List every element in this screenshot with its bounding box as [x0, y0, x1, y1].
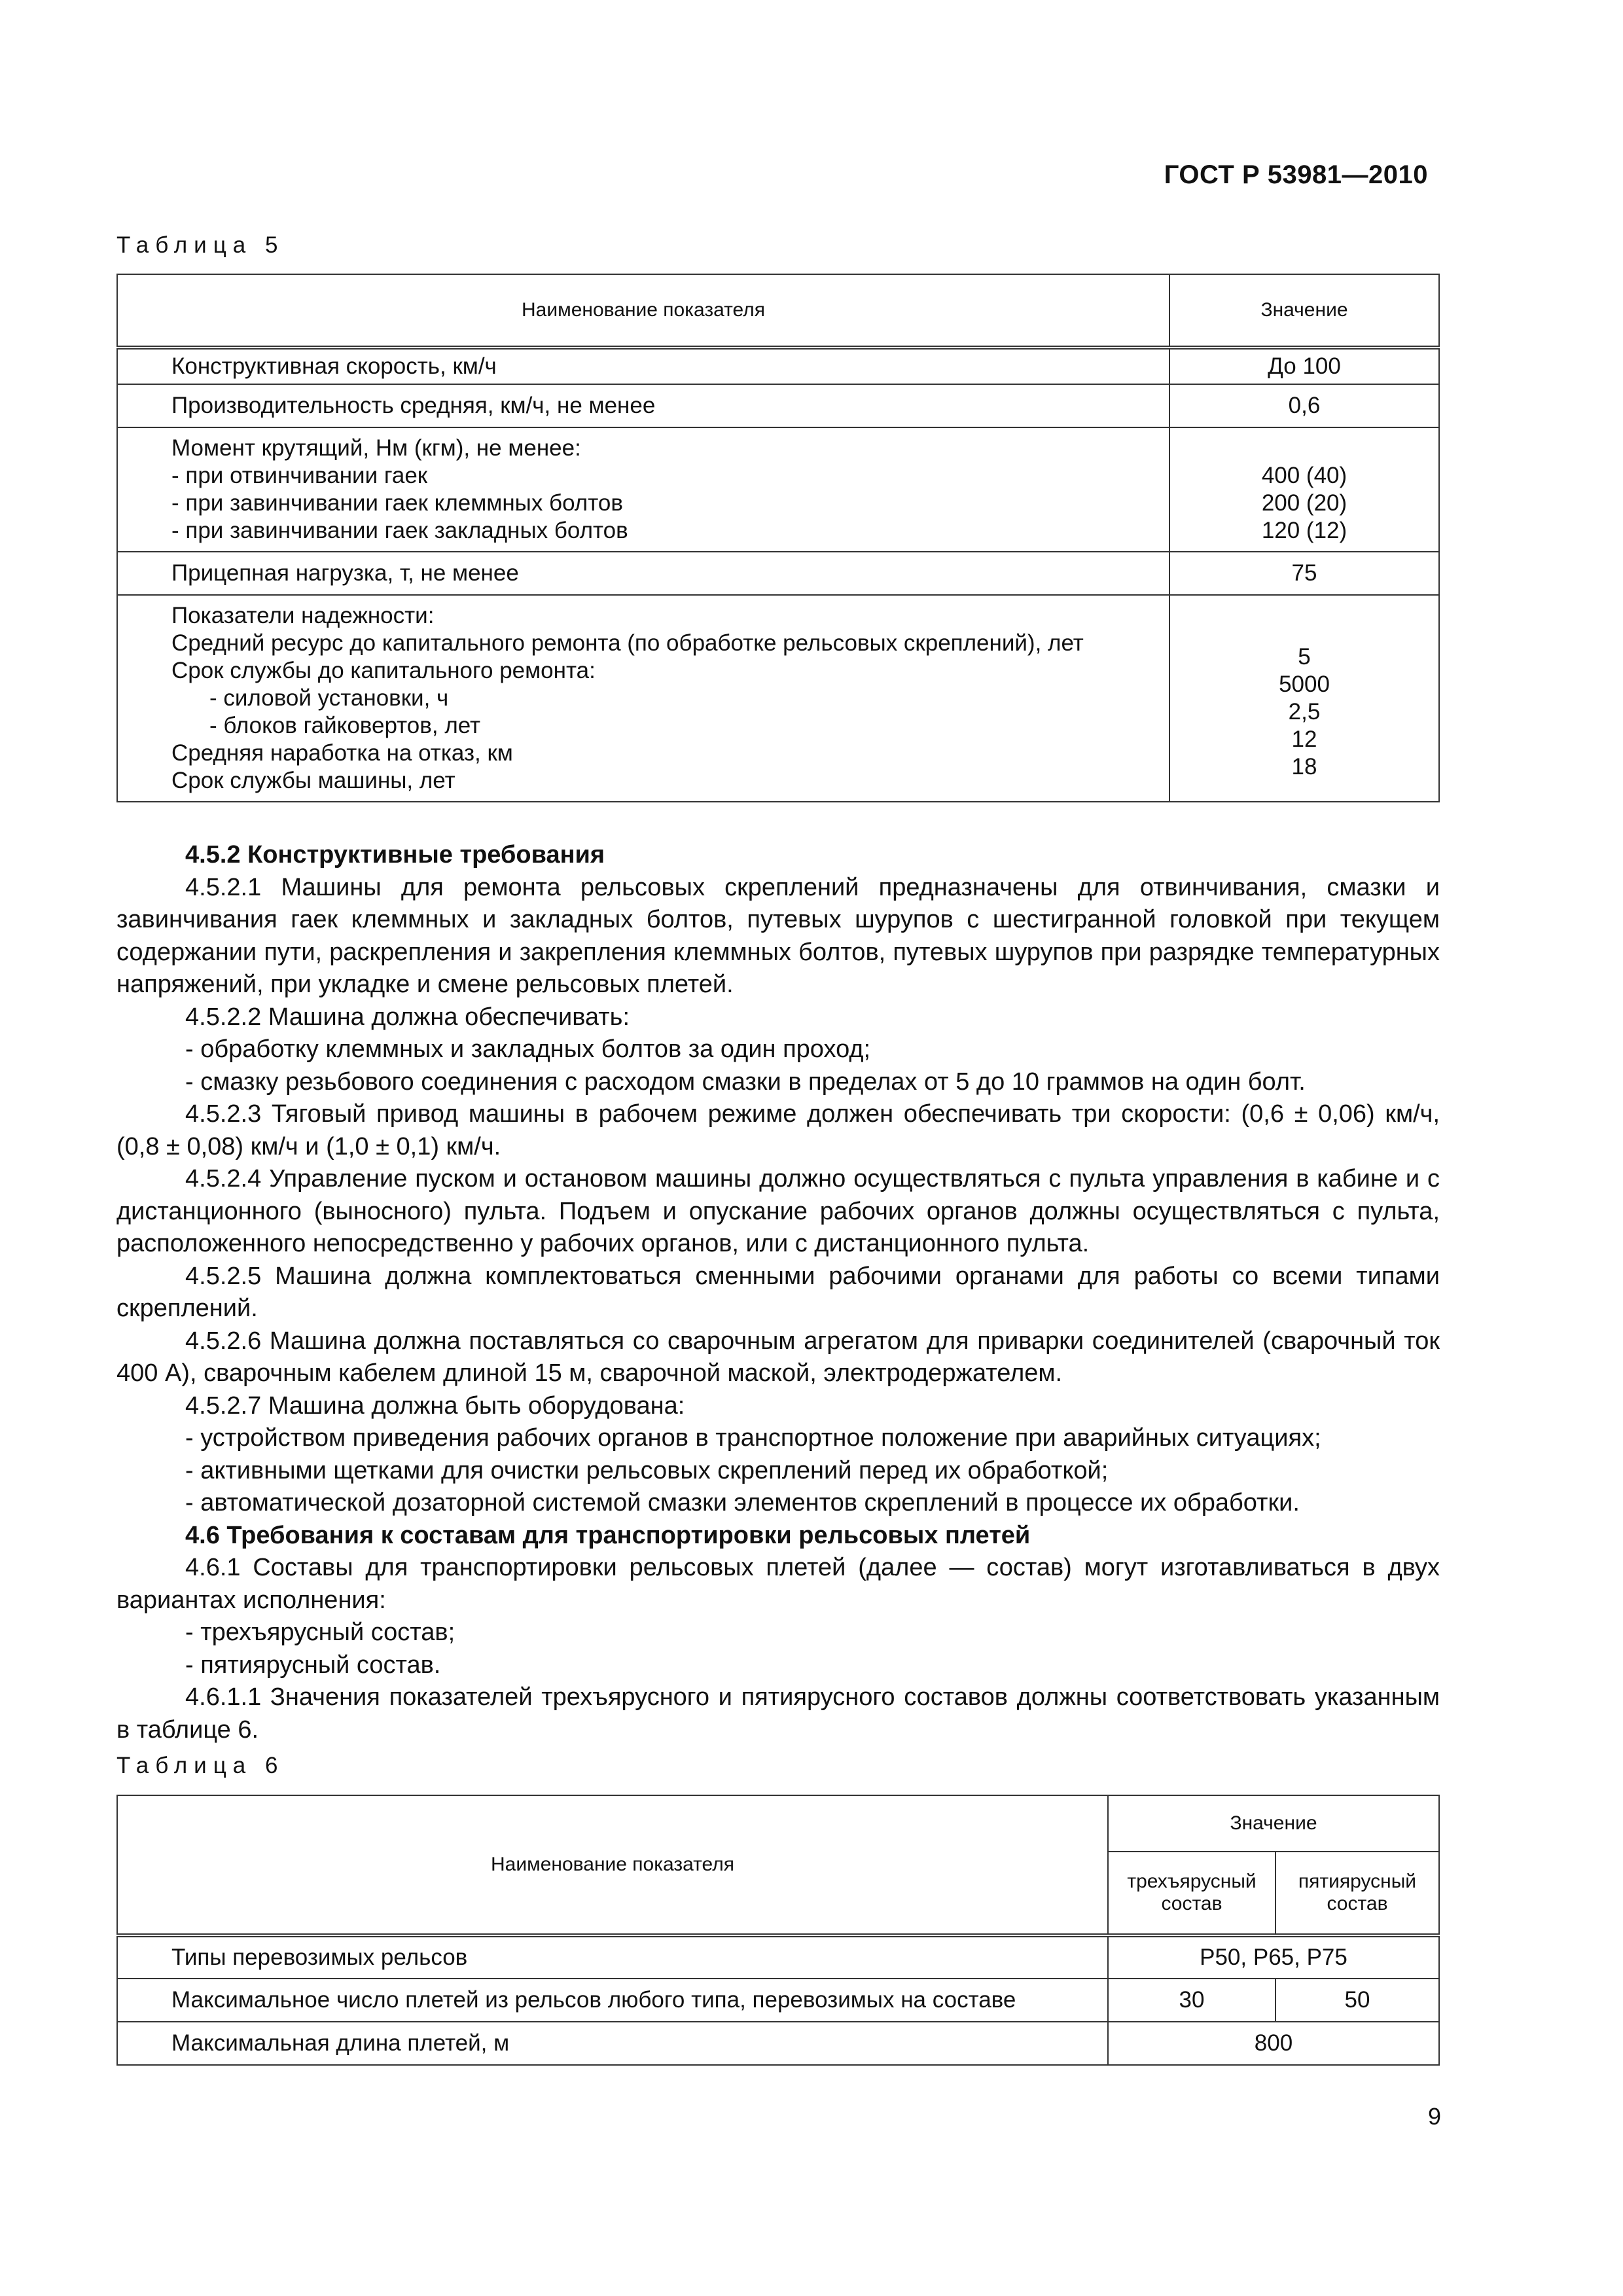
- table-row: [117, 427, 1439, 552]
- row-name: Максимальное число плетей из рельсов любого типа, перевозимых на составе: [117, 1979, 1108, 2022]
- paragraph: 4.6.1.1 Значения показателей трехъярусного и пятиярусного составов должны соответствовать указанным в таблице 6.: [116, 1683, 1440, 1744]
- paragraph: 4.5.2.3 Тяговый привод машины в рабочем режиме должен обеспечивать три скорости: (0,6 ± 0,06) км/ч, (0,8 ± 0,08) км/ч и (1,0 ± 0,1) км/ч.: [116, 1100, 1440, 1160]
- table6-header-name: Наименование показателя: [117, 1795, 1108, 1935]
- row-value: 0,6: [1169, 384, 1439, 427]
- row-value: 75: [1169, 552, 1439, 595]
- row-name: Типы перевозимых рельсов: [117, 1935, 1108, 1979]
- reliability-subitems: - силовой установки, ч - блоков гайковертов, лет: [209, 685, 481, 738]
- section-heading: 4.5.2 Конструктивные требования: [185, 841, 605, 869]
- document-code: ГОСТ Р 53981—2010: [1164, 160, 1428, 189]
- row-name: Производительность средняя, км/ч, не менее: [117, 384, 1169, 427]
- reliability-values-2: 5000 2,5: [1279, 672, 1330, 725]
- table6-caption: Таблица 6: [116, 1753, 285, 1778]
- list-item: - трехъярусный состав;: [185, 1619, 455, 1646]
- row-name: Момент крутящий, Нм (кгм), не менее: - при отвинчивании гаек - при завинчивании гаек клеммных болтов - при завинчивании гаек закладных болтов: [117, 427, 1169, 552]
- table5-header-value: Значение: [1169, 274, 1439, 348]
- table-row: [117, 2022, 1439, 2065]
- table5: [116, 274, 1440, 802]
- paragraph: 4.5.2.4 Управление пуском и остановом машины должно осуществляться с пульта управления в кабине и с дистанционного (выносного) пульта. Подъем и опускание рабочих органов должны осуществляться с пульта, расположенного непосредственно у рабочих органов, или с дистанционного пульта.: [116, 1165, 1440, 1257]
- table-row: [117, 552, 1439, 595]
- table5-header-name: Наименование показателя: [117, 274, 1169, 348]
- table6-header-five-tier: пятиярусный состав: [1275, 1852, 1439, 1935]
- table6-header-value: Значение: [1108, 1795, 1439, 1852]
- row-name: Прицепная нагрузка, т, не менее: [117, 552, 1169, 595]
- table-row: [117, 384, 1439, 427]
- list-item: - активными щетками для очистки рельсовых скреплений перед их обработкой;: [185, 1456, 1109, 1484]
- row-value: 30: [1108, 1979, 1275, 2022]
- list-item: - смазку резьбового соединения с расходом смазки в пределах от 5 до 10 граммов на один болт.: [185, 1067, 1306, 1096]
- table6: [116, 1795, 1440, 2066]
- list-item: - автоматической дозаторной системой смазки элементов скреплений в процессе их обработки.: [185, 1489, 1300, 1516]
- paragraph: 4.5.2.5 Машина должна комплектоваться сменными рабочими органами для работы со всеми типами скреплений.: [116, 1262, 1440, 1322]
- reliability-values-1: 5: [1298, 644, 1311, 670]
- row-value: Р50, Р65, Р75: [1108, 1935, 1439, 1979]
- paragraph: 4.5.2.6 Машина должна поставляться со сварочным агрегатом для приварки соединителей (сварочный ток 400 А), сварочным кабелем длиной 15 м, сварочной маской, электродержателем.: [116, 1327, 1440, 1387]
- row-name: Максимальная длина плетей, м: [117, 2022, 1108, 2065]
- list-item: - устройством приведения рабочих органов в транспортное положение при аварийных ситуациях;: [185, 1424, 1321, 1452]
- table-row: [117, 1979, 1439, 2022]
- table6-header-three-tier: трехъярусный состав: [1108, 1852, 1275, 1935]
- paragraph: 4.5.2.2 Машина должна обеспечивать:: [185, 1003, 630, 1031]
- paragraph: 4.6.1 Составы для транспортировки рельсовых плетей (далее — состав) могут изготавливаться в двух вариантах исполнения:: [116, 1554, 1440, 1614]
- row-value: 50: [1275, 1979, 1439, 2022]
- reliability-tail: Средняя наработка на отказ, км Срок службы машины, лет: [171, 740, 513, 793]
- reliability-values-3: 12 18: [1291, 726, 1317, 780]
- paragraph: 4.5.2.7 Машина должна быть оборудована:: [185, 1391, 685, 1420]
- row-name: Конструктивная скорость, км/ч: [117, 348, 1169, 384]
- section-heading: 4.6 Требования к составам для транспортировки рельсовых плетей: [185, 1521, 1031, 1549]
- table-row: [117, 595, 1439, 802]
- body-text: [116, 839, 1440, 1746]
- row-value: 800: [1108, 2022, 1439, 2065]
- table-row: [117, 348, 1439, 384]
- reliability-heading: Показатели надежности: Средний ресурс до капитального ремонта (по обработке рельсовых скреплений), лет Срок службы до капитального ремонта:: [171, 603, 1084, 683]
- paragraph: 4.5.2.1 Машины для ремонта рельсовых скреплений предназначены для отвинчивания, смазки и завинчивания гаек клеммных и закладных болтов, путевых шурупов с шестигранной головкой при текущем содержании пути, раскрепления и закрепления клеммных болтов, путевых шурупов при разрядке температурных напряжений, при укладке и смене рельсовых плетей.: [116, 873, 1440, 998]
- row-value: До 100: [1169, 348, 1439, 384]
- table-row: [117, 1935, 1439, 1979]
- row-value: [1169, 595, 1439, 802]
- page-number: 9: [1427, 2103, 1441, 2130]
- table5-caption: Таблица 5: [116, 232, 285, 258]
- row-name: [117, 595, 1169, 802]
- list-item: - обработку клеммных и закладных болтов за один проход;: [185, 1035, 871, 1063]
- row-value: 400 (40) 200 (20) 120 (12): [1169, 427, 1439, 552]
- list-item: - пятиярусный состав.: [185, 1651, 441, 1679]
